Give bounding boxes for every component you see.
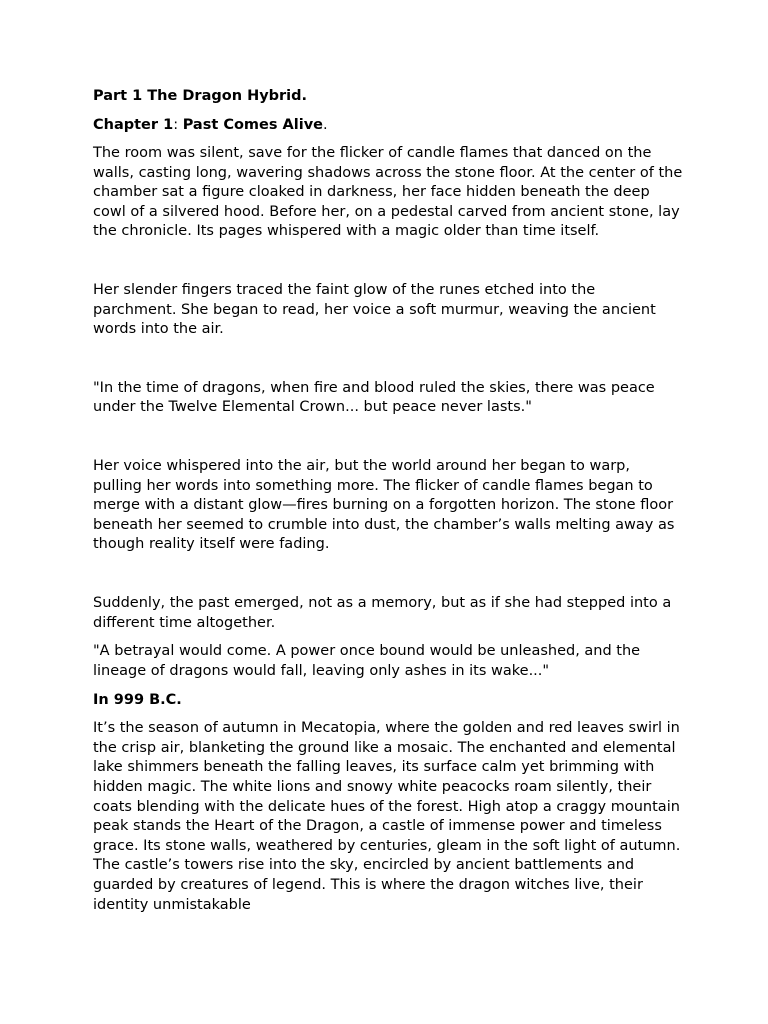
part-title: Part 1 The Dragon Hybrid. [93, 88, 308, 104]
paragraph-7: It’s the season of autumn in Mecatopia, where the golden and red leaves swirl in the crisp air, blanketing the ground like a mosaic. The enchanted and elemental lake shimmers beneath the falling leaves, its surface calm yet brimming with hidden magic. The white lions and snowy white peacocks roam silently, their coats blending with the delicate hues of the forest. High atop a craggy mountain peak stands the Heart of the Dragon, a castle of immense power and timeless grace. Its stone walls, weathered by centuries, gleam in the soft light of autumn. The castle’s towers rise into the sky, encircled by ancient battlements and guarded by creatures of legend. This is where the dragon witches live, their identity unmistakable [93, 720, 681, 913]
document-page [93, 86, 683, 915]
spacer [93, 555, 683, 594]
paragraph-3: "In the time of dragons, when fire and blood ruled the skies, there was peace under the Twelve Elemental Crown... but peace never lasts." [93, 379, 655, 416]
section-heading: In 999 B.C. [93, 692, 182, 709]
paragraph-2: Her slender fingers traced the faint glow of the runes etched into the parchment. She began to read, her voice a soft murmur, weaving the ancient words into the air. [93, 281, 656, 338]
paragraph-6: "A betrayal would come. A power once bound would be unleashed, and the lineage of dragons would fall, leaving only ashes in its wake..." [93, 643, 641, 679]
chapter-label: Chapter 1 [93, 117, 174, 133]
spacer [93, 340, 683, 379]
chapter-separator: : [173, 117, 183, 133]
chapter-title [93, 115, 683, 135]
spacer [93, 418, 683, 457]
paragraph-4: Her voice whispered into the air, but the world around her began to warp, pulling her words into something more. The flicker of candle flames began to merge with a distant glow—fires burning on a forgotten horizon. The stone floor beneath her seemed to crumble into dust, the chamber’s walls melting away as though reality itself were fading. [93, 457, 675, 553]
spacer [93, 242, 683, 281]
spacer [93, 681, 683, 690]
chapter-end: . [323, 117, 328, 133]
paragraph-1: The room was silent, save for the flicker of candle flames that danced on the walls, casting long, wavering shadows across the stone floor. At the center of the chamber sat a figure cloaked in darkness, her face hidden beneath the deep cowl of a silvered hood. Before her, on a pedestal carved from ancient stone, lay the chronicle. Its pages whispered with a magic older than time itself. [93, 145, 683, 240]
chapter-name: Past Comes Alive [182, 117, 323, 133]
paragraph-5: Suddenly, the past emerged, not as a memory, but as if she had stepped into a different time altogether. [93, 594, 672, 631]
spacer [93, 633, 683, 642]
